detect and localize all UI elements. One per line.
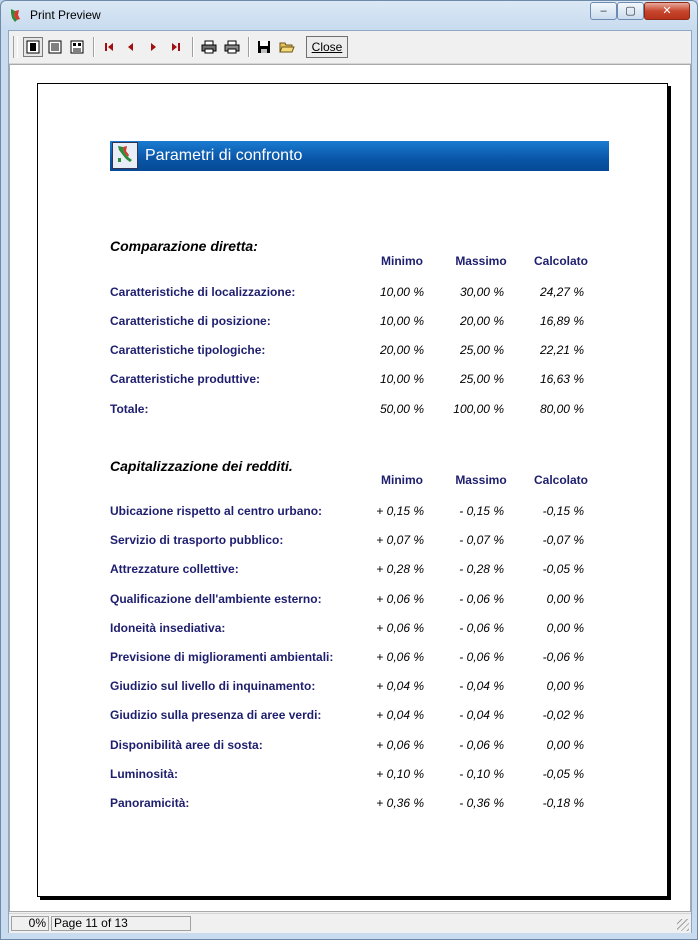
cell-max: 25,00 % — [459, 343, 504, 357]
cell-max: 30,00 % — [459, 285, 504, 299]
row-label: Attrezzature collettive: — [110, 562, 239, 576]
cell-max: - 0,06 % — [459, 738, 504, 752]
close-window-button[interactable]: ✕ — [644, 2, 690, 20]
cell-max: - 0,28 % — [459, 562, 504, 576]
cell-min: + 0,06 % — [376, 621, 424, 635]
column-header-max: Massimo — [455, 473, 507, 487]
window-title: Print Preview — [30, 8, 101, 22]
cell-min: + 0,36 % — [376, 796, 424, 810]
open-folder-icon[interactable] — [277, 37, 297, 57]
cell-calc: -0,07 % — [542, 533, 584, 547]
save-icon[interactable] — [254, 37, 274, 57]
client-area — [8, 30, 692, 933]
cell-max: - 0,15 % — [459, 504, 504, 518]
cell-min: 50,00 % — [379, 402, 424, 416]
close-preview-button[interactable]: Close — [306, 36, 348, 58]
cell-min: + 0,06 % — [376, 592, 424, 606]
cell-calc: 0,00 % — [546, 679, 584, 693]
row-label: Caratteristiche di posizione: — [110, 314, 271, 328]
cell-max: - 0,07 % — [459, 533, 504, 547]
cell-calc: 0,00 % — [546, 592, 584, 606]
row-label: Caratteristiche di localizzazione: — [110, 285, 296, 299]
cell-calc: 80,00 % — [539, 402, 584, 416]
next-page-icon[interactable] — [143, 37, 163, 57]
multi-page-view-icon[interactable] — [67, 37, 87, 57]
last-page-icon[interactable] — [166, 37, 186, 57]
cell-min: 10,00 % — [379, 314, 424, 328]
cell-calc: 0,00 % — [546, 738, 584, 752]
cell-min: 10,00 % — [379, 285, 424, 299]
printer-setup-icon[interactable] — [199, 37, 219, 57]
report-page — [37, 83, 668, 897]
previous-page-icon[interactable] — [121, 37, 141, 57]
column-header-max: Massimo — [455, 254, 507, 268]
cell-max: 25,00 % — [459, 372, 504, 386]
cell-calc: 24,27 % — [539, 285, 584, 299]
column-header-min: Minimo — [381, 254, 423, 268]
status-bar — [9, 913, 691, 933]
row-label: Giudizio sul livello di inquinamento: — [110, 679, 316, 693]
preview-area[interactable] — [9, 64, 691, 912]
toolbar-separator — [93, 37, 95, 57]
row-label: Idoneità insediativa: — [110, 621, 226, 635]
cell-max: - 0,06 % — [459, 592, 504, 606]
maximize-button[interactable]: ▢ — [617, 2, 644, 20]
cell-min: 10,00 % — [379, 372, 424, 386]
page-width-view-icon[interactable] — [45, 37, 65, 57]
cell-calc: -0,05 % — [542, 767, 584, 781]
row-label: Previsione di miglioramenti ambientali: — [110, 650, 334, 664]
cell-max: 100,00 % — [453, 402, 504, 416]
cell-calc: -0,06 % — [542, 650, 584, 664]
cell-min: + 0,10 % — [376, 767, 424, 781]
cell-max: - 0,10 % — [459, 767, 504, 781]
row-label: Qualificazione dell'ambiente esterno: — [110, 592, 322, 606]
banner-title: Parametri di confronto — [145, 147, 303, 164]
title-bar[interactable] — [1, 1, 697, 29]
cell-calc: -0,15 % — [542, 504, 584, 518]
resize-grip[interactable] — [677, 919, 689, 931]
italy-map-icon — [112, 142, 138, 169]
cell-calc: -0,02 % — [542, 708, 584, 722]
app-icon — [8, 7, 24, 23]
row-label: Panoramicità: — [110, 796, 190, 810]
cell-calc: 0,00 % — [546, 621, 584, 635]
minimize-button[interactable]: – — [590, 2, 617, 20]
cell-min: 20,00 % — [379, 343, 424, 357]
row-label: Ubicazione rispetto al centro urbano: — [110, 504, 323, 518]
cell-min: + 0,06 % — [376, 738, 424, 752]
cell-calc: -0,18 % — [542, 796, 584, 810]
section-title-comparazione: Comparazione diretta: — [110, 238, 258, 254]
cell-min: + 0,04 % — [376, 679, 424, 693]
cell-min: + 0,28 % — [376, 562, 424, 576]
cell-max: - 0,04 % — [459, 708, 504, 722]
row-label: Disponibilità aree di sosta: — [110, 738, 263, 752]
cell-calc: 16,89 % — [539, 314, 584, 328]
cell-max: - 0,04 % — [459, 679, 504, 693]
cell-calc: 22,21 % — [539, 343, 584, 357]
cell-max: - 0,06 % — [459, 650, 504, 664]
cell-calc: -0,05 % — [542, 562, 584, 576]
status-page: Page 11 of 13 — [51, 916, 191, 931]
row-label: Luminosità: — [110, 767, 178, 781]
toolbar-separator — [248, 37, 250, 57]
report-banner — [110, 141, 609, 171]
section-title-capitalizzazione: Capitalizzazione dei redditi. — [110, 458, 293, 474]
cell-min: + 0,04 % — [376, 708, 424, 722]
status-zoom: 0% — [11, 916, 49, 931]
first-page-icon[interactable] — [99, 37, 119, 57]
print-icon[interactable] — [222, 37, 242, 57]
cell-calc: 16,63 % — [539, 372, 584, 386]
row-label: Servizio di trasporto pubblico: — [110, 533, 284, 547]
toolbar-separator — [192, 37, 194, 57]
toolbar-grip[interactable] — [13, 36, 18, 58]
cell-max: - 0,06 % — [459, 621, 504, 635]
cell-max: - 0,36 % — [459, 796, 504, 810]
toolbar — [9, 31, 691, 64]
row-label-total: Totale: — [110, 402, 149, 416]
row-label: Caratteristiche produttive: — [110, 372, 261, 386]
cell-min: + 0,15 % — [376, 504, 424, 518]
cell-min: + 0,07 % — [376, 533, 424, 547]
single-page-view-icon[interactable] — [23, 37, 43, 57]
row-label: Giudizio sulla presenza di aree verdi: — [110, 708, 322, 722]
column-header-calc: Calcolato — [533, 473, 588, 487]
cell-min: + 0,06 % — [376, 650, 424, 664]
column-header-calc: Calcolato — [533, 254, 588, 268]
cell-max: 20,00 % — [459, 314, 504, 328]
column-header-min: Minimo — [381, 473, 423, 487]
row-label: Caratteristiche tipologiche: — [110, 343, 266, 357]
